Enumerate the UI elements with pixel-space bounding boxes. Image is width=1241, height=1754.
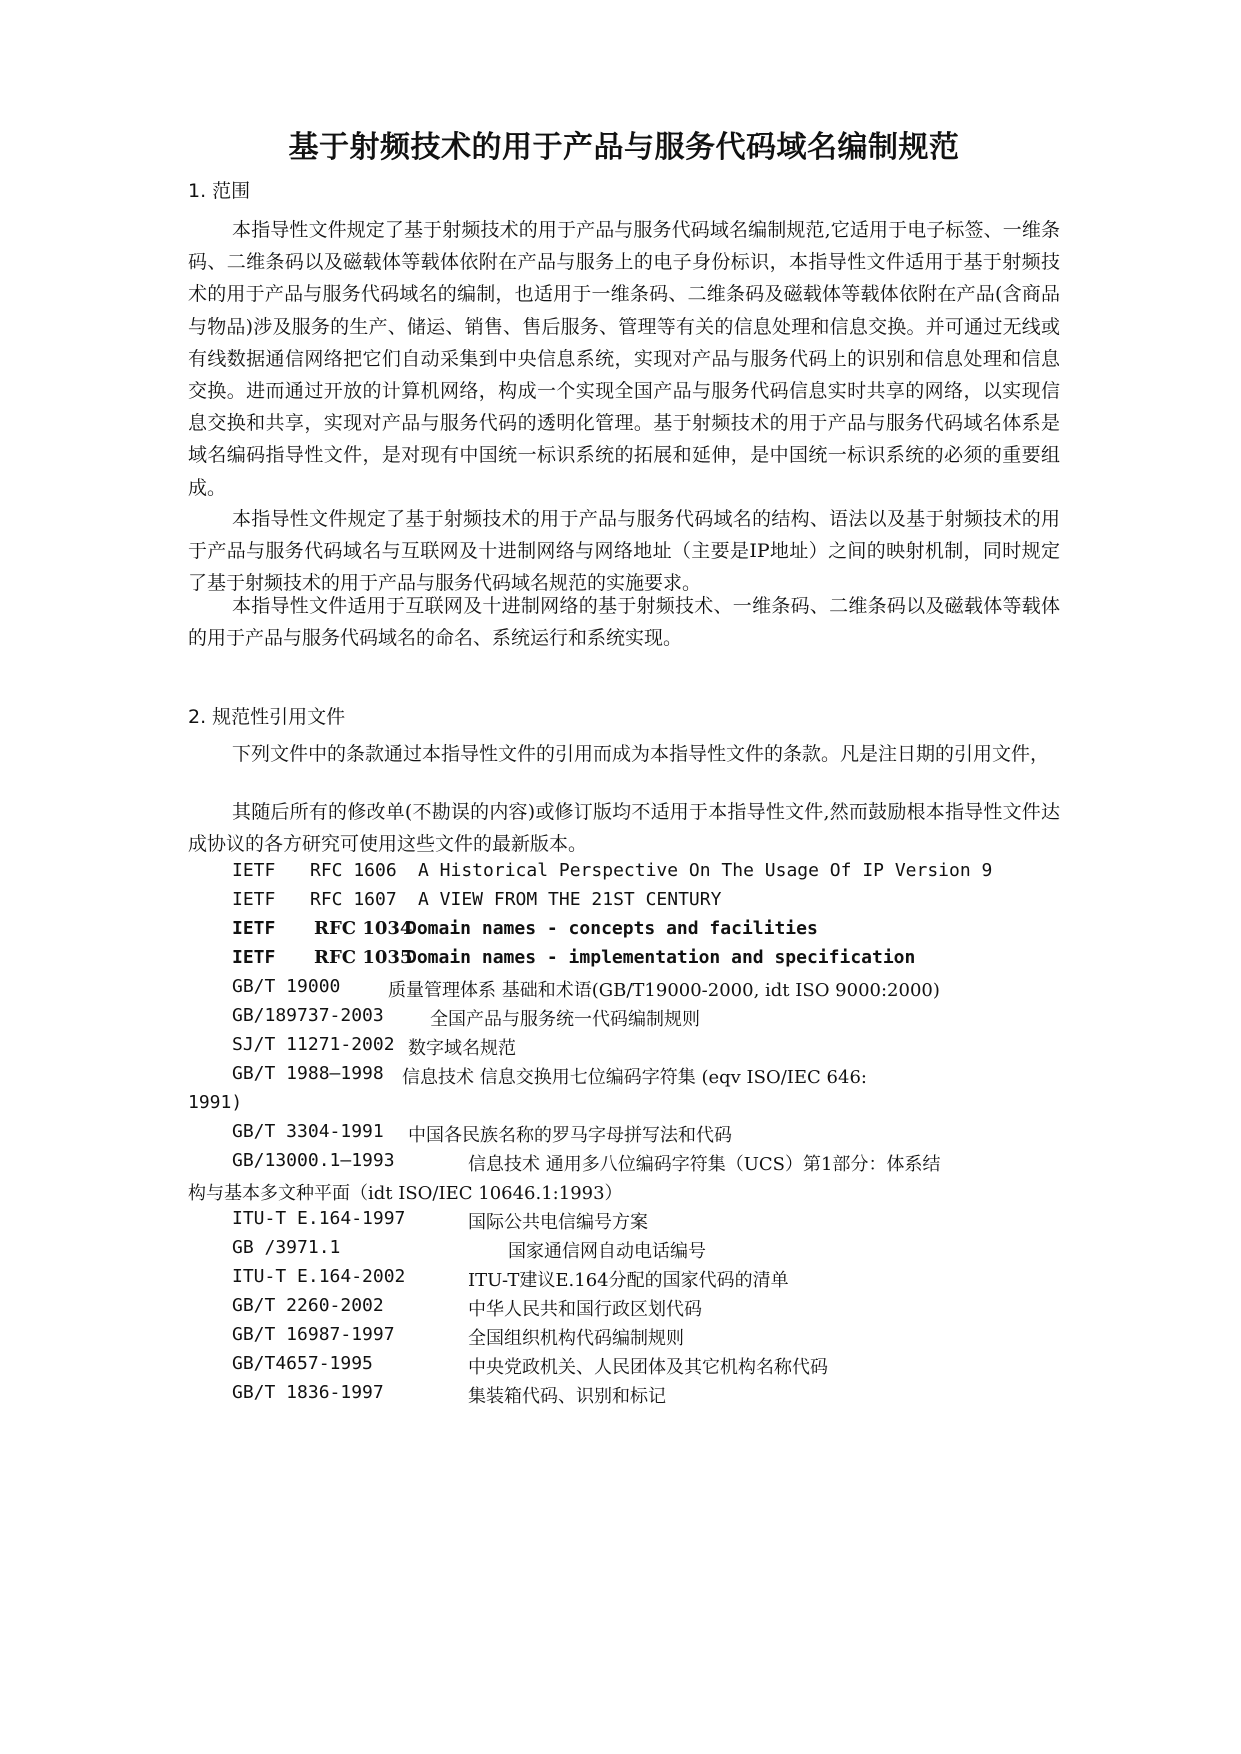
section-1-paragraph-1: 本指导性文件规定了基于射频技术的用于产品与服务代码域名编制规范,它适用于电子标签、一维条码、二维条码以及磁载体等载体依附在产品与服务上的电子身份标识，本指导性文件适用于基于射频技术的用于产品与服务代码域名的编制，也适用于一维条码、二维条码及磁载体等载体依附在产品(含商品与物品)涉及服务的生产、储运、销售、售后服务、管理等有关的信息处理和信息交换。并可通过无线或有线数据通信网络把它们自动采集到中央信息系统，实现对产品与服务代码上的识别和信息处理和信息交换。进而通过开放的计算机网络，构成一个实现全国产品与服务代码信息实时共享的网络，以实现信息交换和共享，实现对产品与服务代码的透明化管理。基于射频技术的用于产品与服务代码域名体系是域名编码指导性文件，是对现有中国统一标识系统的拓展和延伸，是中国统一标识系统的必须的重要组成。 xyxy=(188,219,1060,499)
section-1-paragraph-3: 本指导性文件适用于互联网及十进制网络的基于射频技术、一维条码、二维条码以及磁载体等载体的用于产品与服务代码域名的命名、系统运行和系统实现。 xyxy=(188,595,1060,650)
reference-item xyxy=(232,1382,666,1407)
reference-item xyxy=(232,1295,702,1320)
reference-org: IETF xyxy=(232,947,276,968)
reference-item xyxy=(232,1150,941,1175)
reference-item xyxy=(232,1208,648,1233)
section-2-paragraph-1: 下列文件中的条款通过本指导性文件的引用而成为本指导性文件的条款。凡是注日期的引用文件， xyxy=(232,743,1050,765)
reference-item xyxy=(232,1121,732,1146)
reference-item xyxy=(232,1353,828,1378)
reference-title: A VIEW FROM THE 21ST CENTURY xyxy=(418,889,722,910)
reference-title: 全国产品与服务统一代码编制规则 xyxy=(430,1009,700,1030)
section-1-heading: 1. 范围 xyxy=(188,180,251,202)
reference-continuation: 1991) xyxy=(188,1092,243,1113)
reference-title: 国际公共电信编号方案 xyxy=(468,1212,648,1233)
reference-code: RFC 1606 xyxy=(310,860,397,881)
reference-code: ITU-T E.164-1997 xyxy=(232,1208,406,1229)
reference-item xyxy=(232,1266,789,1291)
document-title: 基于射频技术的用于产品与服务代码域名编制规范 xyxy=(288,130,960,165)
reference-title: 信息技术 通用多八位编码字符集（UCS）第1部分：体系结 xyxy=(468,1154,941,1175)
reference-item xyxy=(232,918,818,939)
reference-code: SJ/T 11271-2002 xyxy=(232,1034,395,1055)
reference-item xyxy=(232,1005,700,1030)
reference-code: GB/189737-2003 xyxy=(232,1005,384,1026)
reference-item xyxy=(232,1324,684,1349)
reference-title: 中央党政机关、人民团体及其它机构名称代码 xyxy=(468,1357,828,1378)
reference-title: A Historical Perspective On The Usage Of IP Version 9 xyxy=(418,860,993,881)
reference-org: IETF xyxy=(232,860,276,881)
reference-title: ITU-T建议E.164分配的国家代码的清单 xyxy=(468,1270,789,1291)
reference-title: 国家通信网自动电话编号 xyxy=(508,1241,706,1262)
reference-title: Domain names - concepts and facilities xyxy=(406,918,818,939)
reference-code: GB/T 3304-1991 xyxy=(232,1121,384,1142)
reference-code: GB/T 1988—1998 xyxy=(232,1063,384,1084)
reference-title: 数字域名规范 xyxy=(408,1038,516,1059)
reference-item xyxy=(232,889,722,910)
reference-org: IETF xyxy=(232,889,276,910)
reference-code: RFC 1035 xyxy=(314,947,413,968)
reference-code: RFC 1607 xyxy=(310,889,397,910)
reference-item xyxy=(232,1237,706,1262)
reference-title: 质量管理体系 基础和术语(GB/T19000-2000, idt ISO 9000:2000) xyxy=(388,980,940,1001)
reference-code: RFC 1034 xyxy=(314,918,413,939)
reference-continuation: 构与基本多文种平面（idt ISO/IEC 10646.1:1993） xyxy=(188,1183,623,1204)
reference-title: 全国组织机构代码编制规则 xyxy=(468,1328,684,1349)
reference-code: GB/T4657-1995 xyxy=(232,1353,373,1374)
reference-org: IETF xyxy=(232,918,276,939)
reference-code: ITU-T E.164-2002 xyxy=(232,1266,406,1287)
reference-title: Domain names - implementation and specification xyxy=(406,947,916,968)
section-2-paragraph-2: 其随后所有的修改单(不勘误的内容)或修订版均不适用于本指导性文件,然而鼓励根本指导性文件达成协议的各方研究可使用这些文件的最新版本。 xyxy=(188,801,1060,856)
reference-code: GB/T 1836-1997 xyxy=(232,1382,384,1403)
reference-item xyxy=(232,1034,516,1059)
reference-item xyxy=(232,1063,867,1088)
reference-title: 信息技术 信息交换用七位编码字符集 (eqv ISO/IEC 646: xyxy=(402,1067,867,1088)
reference-title: 中华人民共和国行政区划代码 xyxy=(468,1299,702,1320)
section-2-heading: 2. 规范性引用文件 xyxy=(188,706,346,728)
reference-code: GB/13000.1—1993 xyxy=(232,1150,395,1171)
reference-title: 集装箱代码、识别和标记 xyxy=(468,1386,666,1407)
reference-title: 中国各民族名称的罗马字母拼写法和代码 xyxy=(408,1125,732,1146)
reference-item xyxy=(232,860,993,881)
reference-code: GB/T 19000 xyxy=(232,976,341,997)
reference-code: GB /3971.1 xyxy=(232,1237,341,1258)
reference-code: GB/T 16987-1997 xyxy=(232,1324,395,1345)
reference-item xyxy=(232,976,940,1001)
reference-item xyxy=(232,947,916,968)
reference-code: GB/T 2260-2002 xyxy=(232,1295,384,1316)
section-1-paragraph-2: 本指导性文件规定了基于射频技术的用于产品与服务代码域名的结构、语法以及基于射频技术的用于产品与服务代码域名与互联网及十进制网络与网络地址（主要是IP地址）之间的映射机制，同时规定了基于射频技术的用于产品与服务代码域名规范的实施要求。 xyxy=(188,508,1060,595)
